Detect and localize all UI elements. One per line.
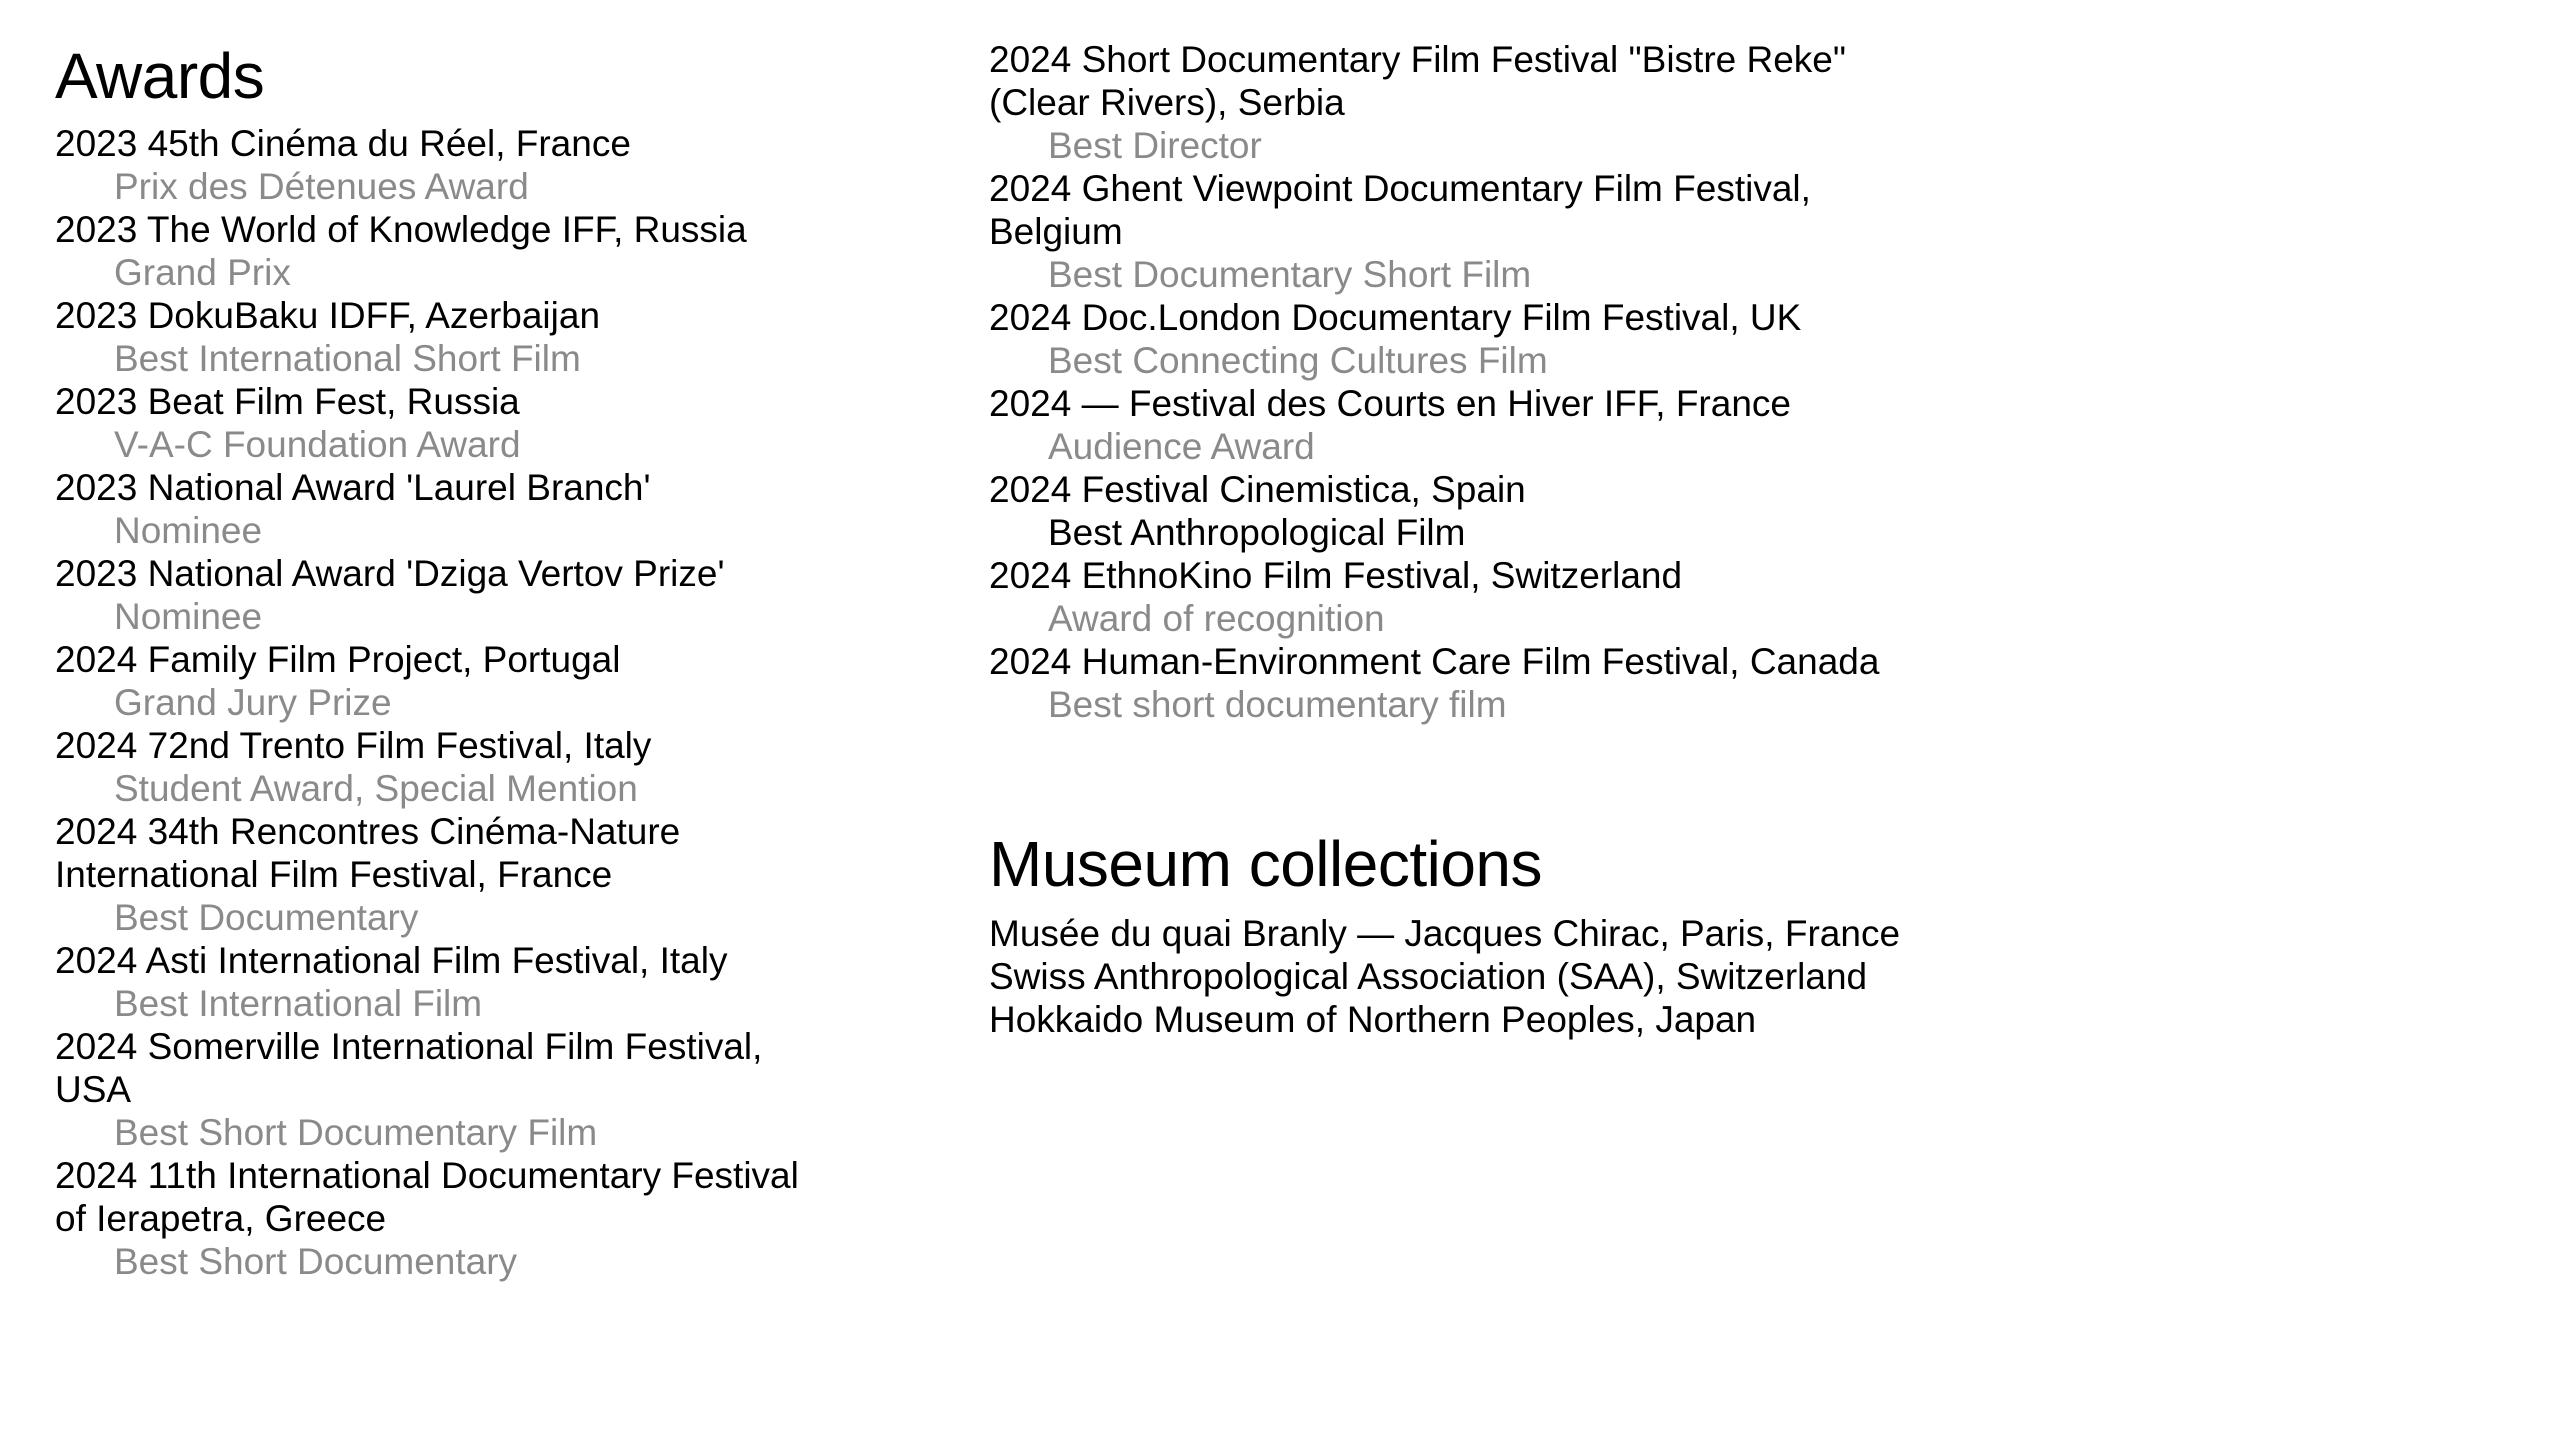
- award-prize: Audience Award: [1048, 426, 1315, 467]
- museum-collections-heading: Museum collections: [989, 828, 1542, 900]
- award-festival: 2024 34th Rencontres Cinéma-Nature International Film Festival, France: [55, 811, 681, 895]
- award-prize: V-A-C Foundation Award: [114, 424, 521, 465]
- award-festival: 2024 Family Film Project, Portugal: [55, 639, 621, 680]
- award-item: [55, 208, 815, 294]
- award-prize: Grand Prix: [114, 252, 291, 293]
- award-item: [989, 38, 1949, 167]
- museum-item: Musée du quai Branly — Jacques Chirac, Paris, France: [989, 913, 1901, 954]
- award-prize: Best Director: [1048, 125, 1262, 166]
- award-prize: Best Short Documentary Film: [114, 1112, 598, 1153]
- award-festival: 2024 Festival Cinemistica, Spain: [989, 469, 1526, 510]
- award-festival: 2023 National Award 'Dziga Vertov Prize': [55, 553, 725, 594]
- award-festival: 2023 Beat Film Fest, Russia: [55, 381, 520, 422]
- awards-heading: Awards: [55, 40, 265, 112]
- award-festival: 2024 Human-Environment Care Film Festival, Canada: [989, 641, 1880, 682]
- award-prize: Nominee: [114, 596, 263, 637]
- award-festival: 2024 11th International Documentary Festival of Ierapetra, Greece: [55, 1155, 799, 1239]
- award-prize: Best Anthropological Film: [1048, 512, 1466, 553]
- award-prize: Best short documentary film: [1048, 684, 1507, 725]
- award-item: [989, 468, 1949, 554]
- award-prize: Best Connecting Cultures Film: [1048, 340, 1548, 381]
- award-festival: 2024 Short Documentary Film Festival "Bistre Reke" (Clear Rivers), Serbia: [989, 39, 1847, 123]
- award-festival: 2024 Asti International Film Festival, Italy: [55, 940, 728, 981]
- award-festival: 2023 DokuBaku IDFF, Azerbaijan: [55, 295, 601, 336]
- award-prize: Student Award, Special Mention: [114, 768, 638, 809]
- award-prize: Grand Jury Prize: [114, 682, 392, 723]
- award-item: [55, 122, 815, 208]
- award-prize: Prix des Détenues Award: [114, 166, 529, 207]
- award-festival: 2024 EthnoKino Film Festival, Switzerland: [989, 555, 1683, 596]
- award-prize: Best Short Documentary: [114, 1241, 518, 1282]
- award-prize: Nominee: [114, 510, 263, 551]
- award-prize: Best Documentary Short Film: [1048, 254, 1532, 295]
- award-festival: 2024 Ghent Viewpoint Documentary Film Festival, Belgium: [989, 168, 1811, 252]
- award-item: [55, 466, 815, 552]
- award-prize: Best Documentary: [114, 897, 419, 938]
- award-festival: 2024 — Festival des Courts en Hiver IFF, France: [989, 383, 1791, 424]
- award-item: [989, 167, 1949, 296]
- awards-column-left: [55, 38, 815, 1283]
- award-item: [55, 638, 815, 724]
- museum-item: Hokkaido Museum of Northern Peoples, Japan: [989, 999, 1757, 1040]
- museum-item: Swiss Anthropological Association (SAA), Switzerland: [989, 956, 1868, 997]
- award-festival: 2024 Doc.London Documentary Film Festival, UK: [989, 297, 1802, 338]
- award-item: [55, 1154, 815, 1283]
- award-item: [55, 1025, 815, 1154]
- award-item: [55, 810, 815, 939]
- award-item: [989, 554, 1949, 640]
- award-item: [55, 724, 815, 810]
- award-item: [989, 640, 1949, 726]
- award-item: [55, 294, 815, 380]
- award-item: [55, 380, 815, 466]
- award-prize: Best International Short Film: [114, 338, 581, 379]
- awards-column-right: [989, 38, 1949, 1041]
- museum-collections-section: [989, 826, 1949, 1041]
- award-prize: Award of recognition: [1048, 598, 1385, 639]
- award-festival: 2023 National Award 'Laurel Branch': [55, 467, 651, 508]
- award-festival: 2024 Somerville International Film Festival, USA: [55, 1026, 763, 1110]
- award-item: [55, 552, 815, 638]
- award-festival: 2023 45th Cinéma du Réel, France: [55, 123, 631, 164]
- award-festival: 2024 72nd Trento Film Festival, Italy: [55, 725, 652, 766]
- award-item: [55, 939, 815, 1025]
- award-prize: Best International Film: [114, 983, 483, 1024]
- award-item: [989, 382, 1949, 468]
- award-festival: 2023 The World of Knowledge IFF, Russia: [55, 209, 747, 250]
- award-item: [989, 296, 1949, 382]
